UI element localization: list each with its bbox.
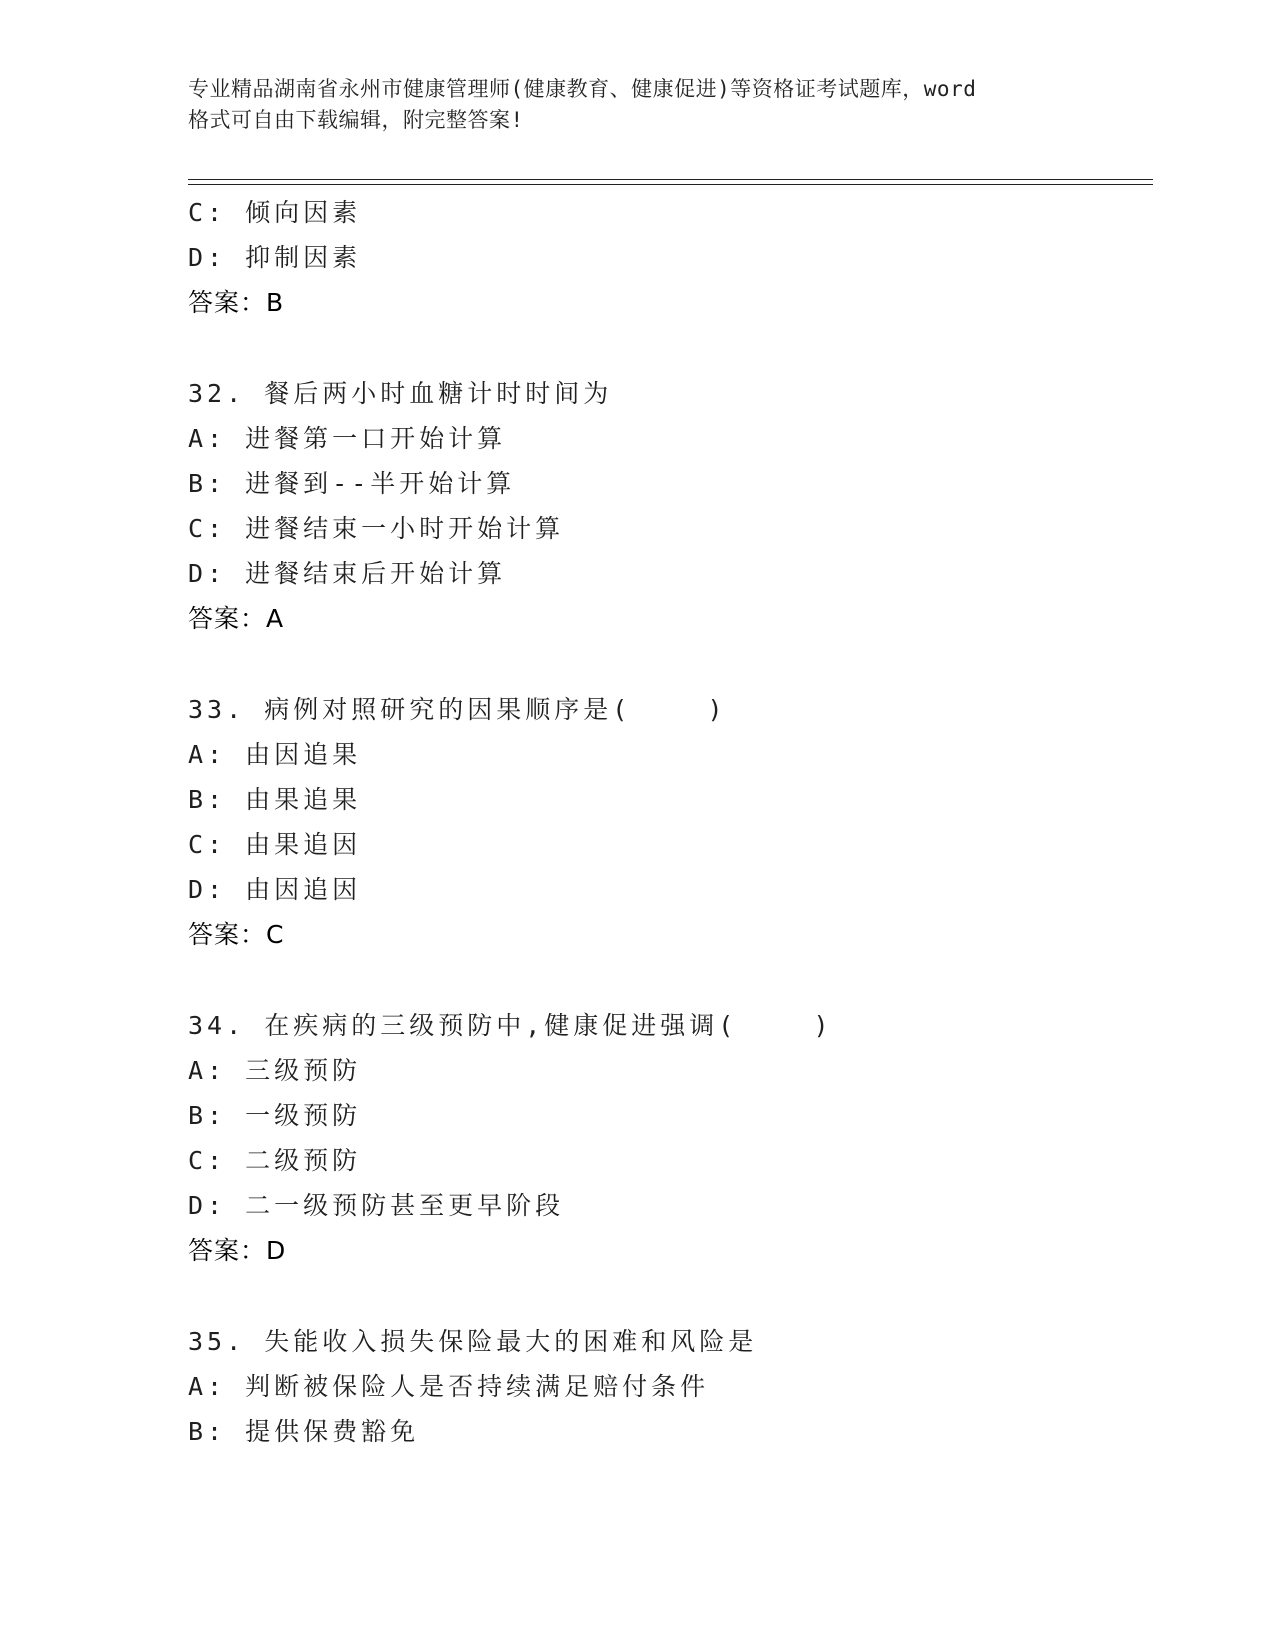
option-a: A: 三级预防 <box>188 1056 362 1085</box>
answer-line: 答案：A <box>188 604 285 633</box>
header-divider-bottom <box>188 184 1153 185</box>
option-a: A: 进餐第一口开始计算 <box>188 424 507 453</box>
option-b: B: 由果追果 <box>188 785 362 814</box>
question-31-continued <box>188 190 1148 325</box>
document-body <box>188 190 1148 1454</box>
option-c: C: 倾向因素 <box>188 198 362 227</box>
question-stem: 32. 餐后两小时血糖计时时间为 <box>188 379 613 408</box>
question-stem: 35. 失能收入损失保险最大的困难和风险是 <box>188 1327 758 1356</box>
option-d: D: 二一级预防甚至更早阶段 <box>188 1191 565 1220</box>
question-34 <box>188 1003 1148 1273</box>
question-33 <box>188 687 1148 957</box>
question-32 <box>188 371 1148 641</box>
option-b: B: 提供保费豁免 <box>188 1417 420 1446</box>
option-c: C: 由果追因 <box>188 830 362 859</box>
answer-line: 答案：B <box>188 288 285 317</box>
option-b: B: 进餐到--半开始计算 <box>188 469 516 498</box>
question-35 <box>188 1319 1148 1454</box>
answer-line: 答案：D <box>188 1236 287 1265</box>
option-d: D: 进餐结束后开始计算 <box>188 559 507 588</box>
option-c: C: 二级预防 <box>188 1146 362 1175</box>
header-line-1: 专业精品湖南省永州市健康管理师(健康教育、健康促进)等资格证考试题库，word <box>188 77 977 101</box>
option-d: D: 抑制因素 <box>188 243 362 272</box>
option-a: A: 由因追果 <box>188 740 362 769</box>
option-c: C: 进餐结束一小时开始计算 <box>188 514 565 543</box>
header-line-2: 格式可自由下载编辑，附完整答案! <box>188 108 524 132</box>
option-d: D: 由因追因 <box>188 875 362 904</box>
question-stem: 34. 在疾病的三级预防中,健康促进强调( ) <box>188 1011 833 1040</box>
document-header <box>188 74 1108 136</box>
question-stem: 33. 病例对照研究的因果顺序是( ) <box>188 695 727 724</box>
option-b: B: 一级预防 <box>188 1101 362 1130</box>
option-a: A: 判断被保险人是否持续满足赔付条件 <box>188 1372 710 1401</box>
answer-line: 答案：C <box>188 920 285 949</box>
header-divider-top <box>188 179 1153 180</box>
